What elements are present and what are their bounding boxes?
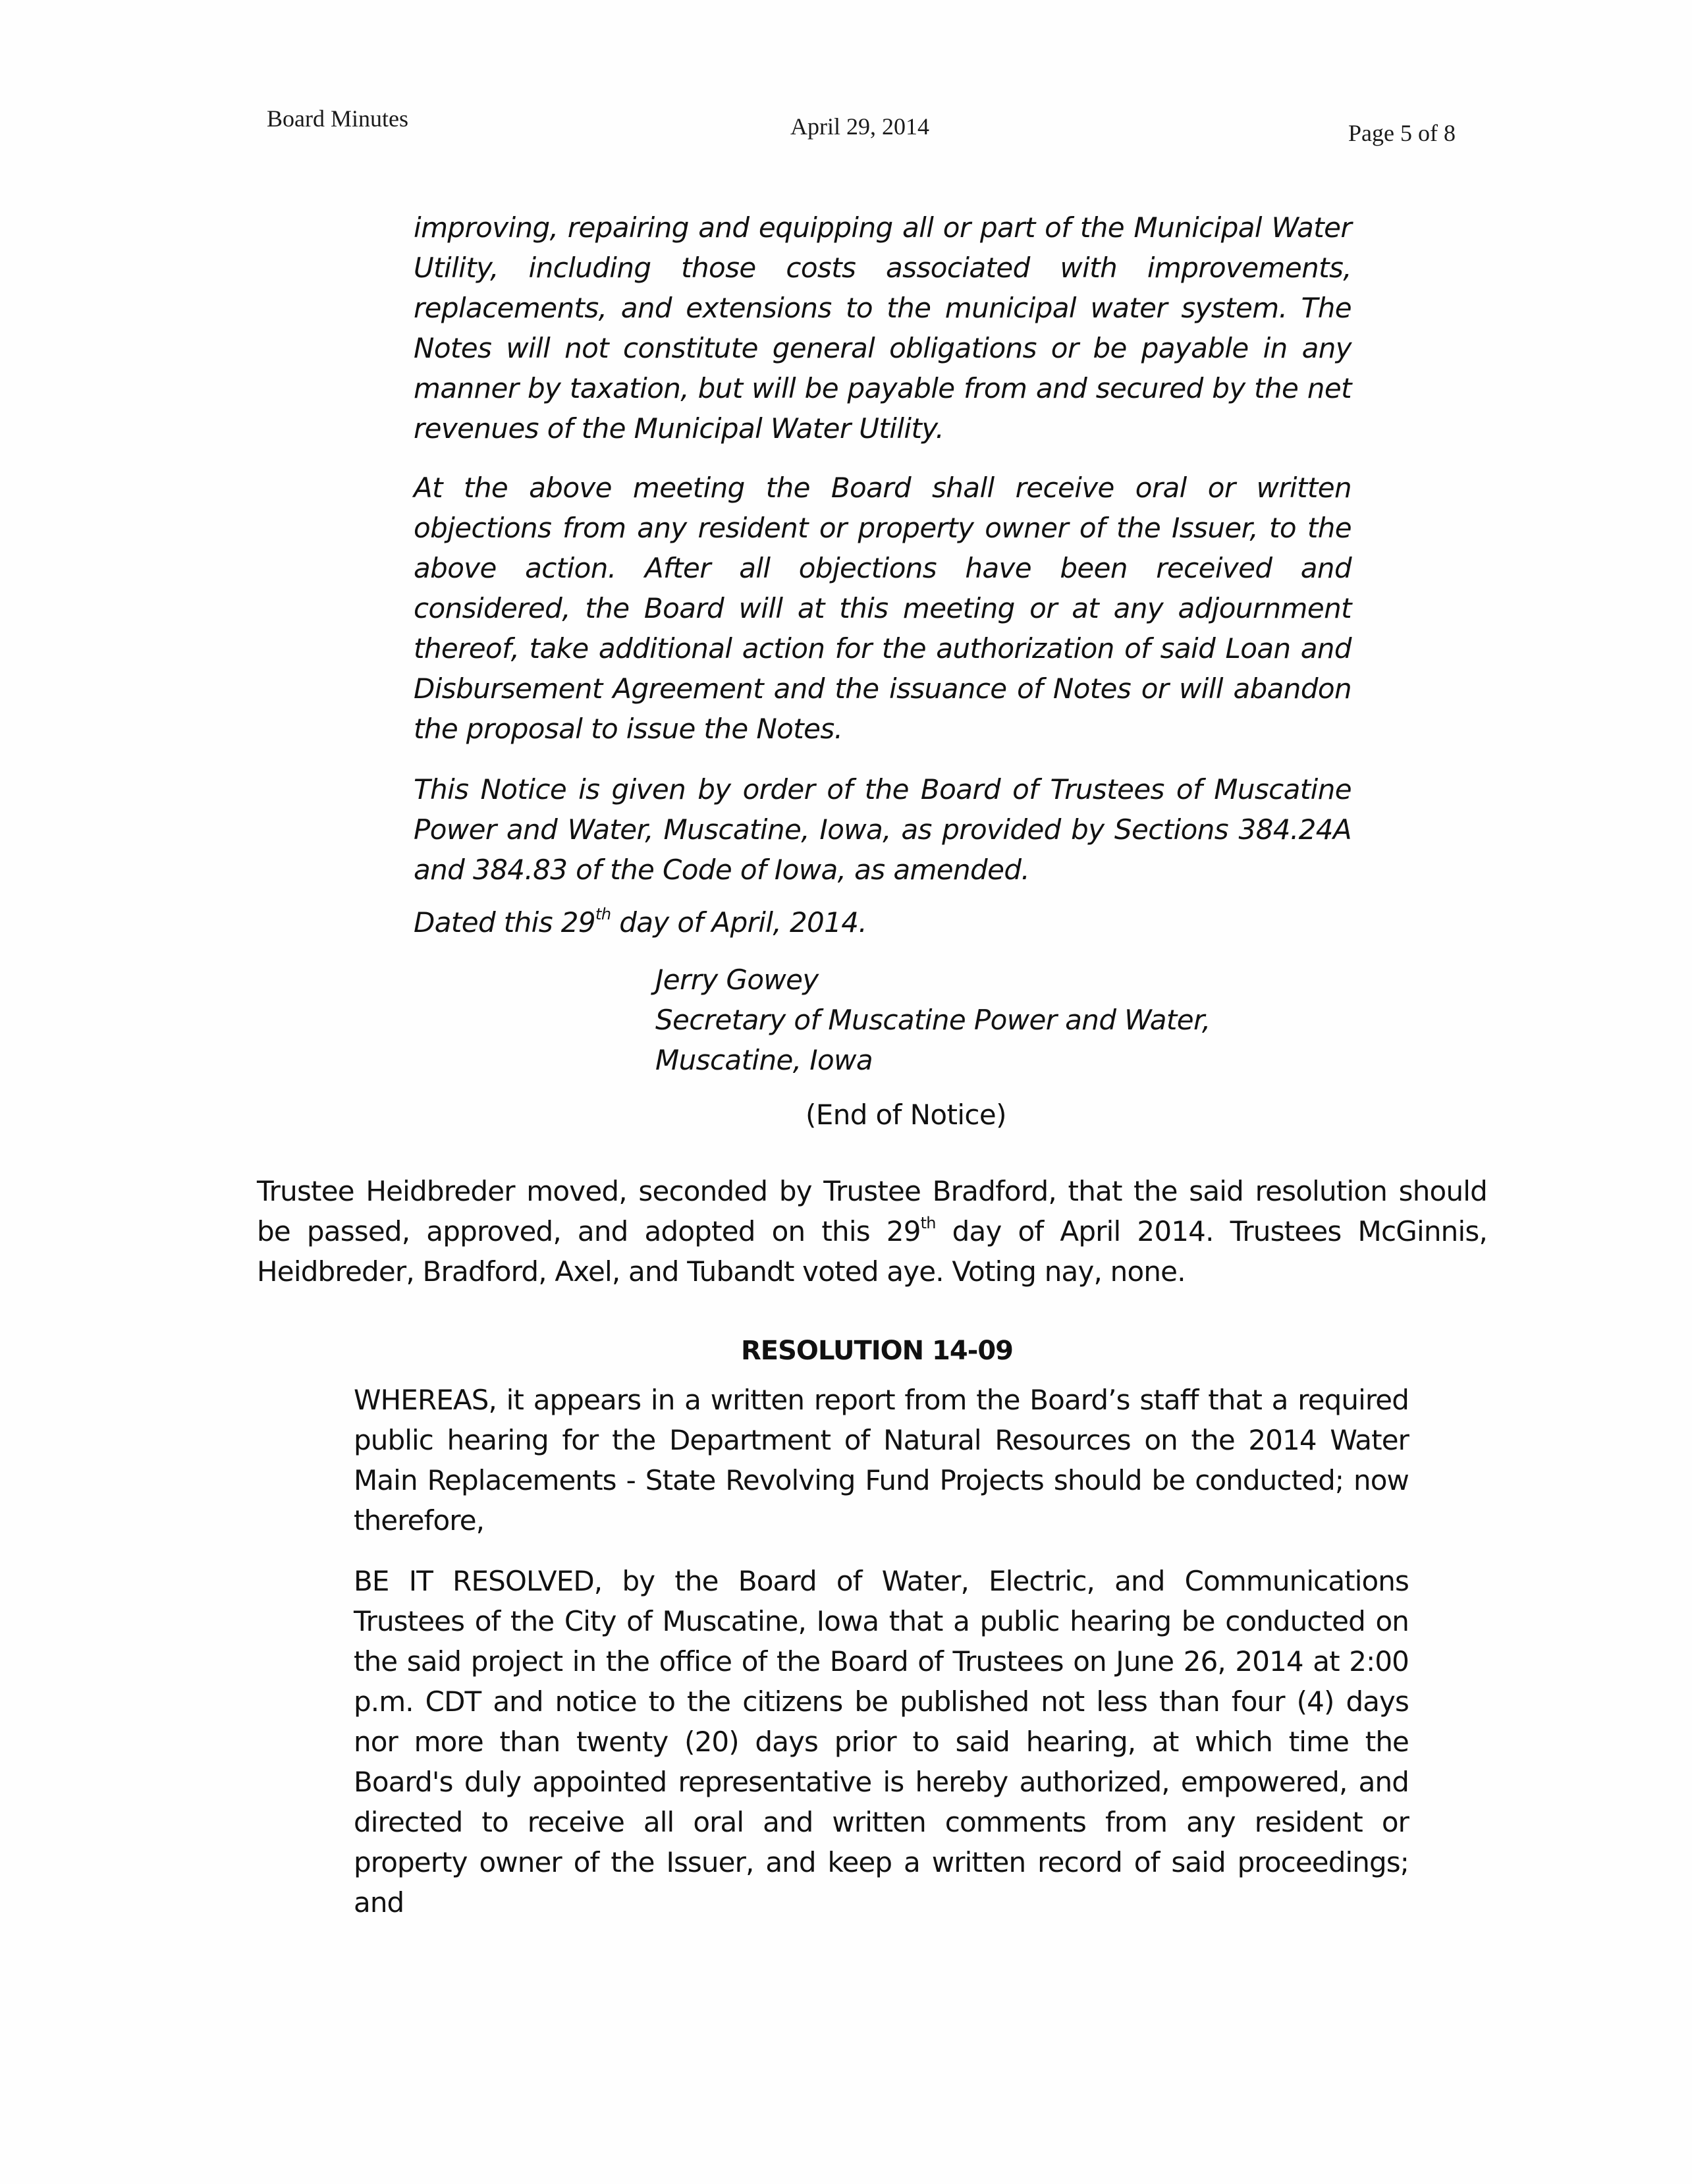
ordinal-suffix: th xyxy=(920,1214,936,1232)
signatory-name: Jerry Gowey xyxy=(655,964,819,996)
notice-dated-line xyxy=(414,902,1351,942)
header-page-number: Page 5 of 8 xyxy=(1348,120,1456,146)
notice-paragraph-objections xyxy=(414,468,1351,749)
resolution-whereas-paragraph: WHEREAS, it appears in a written report from the Board’s staff that a required public hearing for the Department of Natural Resources on the 2014 Water Main Replacements - State Revolving Fund Projects should be conducted; now therefore, xyxy=(354,1384,1409,1537)
resolution-resolved-paragraph: BE IT RESOLVED, by the Board of Water, Electric, and Communications Trustees of the City of Muscatine, Iowa that a public hearing be conducted on the said project in the office of the Board of Trustees on June 26, 2014 at 2:00 p.m. CDT and notice to the citizens be published not less than four (4) days nor more than twenty (20) days prior to said hearing, at which time the Board's duly appointed representative is hereby authorized, empowered, and directed to receive all oral and written comments from any resident or property owner of the Issuer, and keep a written record of said proceedings; and xyxy=(354,1565,1409,1919)
header-meeting-date: April 29, 2014 xyxy=(790,113,929,140)
notice-text: improving, repairing and equipping all or part of the Municipal Water Utility, including those costs associated with improvements, replacements, and extensions to the municipal water system. The Notes will not constitute general obligations or be payable in any manner by taxation, but will be payable from and secured by the net revenues of the Municipal Water Utility. xyxy=(414,211,1351,445)
header-document-title: Board Minutes xyxy=(267,105,408,132)
resolution-heading: RESOLUTION 14-09 xyxy=(741,1336,1013,1366)
signatory-title: Secretary of Muscatine Power and Water, xyxy=(655,1004,1211,1036)
ordinal-suffix: th xyxy=(595,905,611,923)
signature-block xyxy=(655,960,1211,1080)
end-of-notice-label: (End of Notice) xyxy=(805,1099,1006,1131)
notice-text: At the above meeting the Board shall receive oral or written objections from any resident or property owner of the Issuer, to the above action. After all objections have been received and considered, the Board will at this meeting or at any adjournment thereof, take additional action for the authorization of said Loan and Disbursement Agreement and the issuance of Notes or will abandon the proposal to issue the Notes. xyxy=(414,472,1351,745)
motion-text-part-2: day of April 2014. Trustees McGinnis, Heidbreder, Bradford, Axel, and Tubandt voted aye. Voting nay, none. xyxy=(257,1215,1487,1288)
dated-rest: day of April, 2014. xyxy=(611,906,867,939)
dated-prefix: Dated this 29 xyxy=(414,906,596,939)
signatory-location: Muscatine, Iowa xyxy=(655,1044,873,1076)
motion-paragraph xyxy=(257,1171,1487,1292)
notice-paragraph-authority xyxy=(414,769,1351,890)
notice-text: This Notice is given by order of the Board of Trustees of Muscatine Power and Water, Muscatine, Iowa, as provided by Sections 384.24A and 384.83 of the Code of Iowa, as amended. xyxy=(414,773,1351,886)
notice-paragraph-purpose xyxy=(414,207,1351,449)
motion-text-part-1: Trustee Heidbreder moved, seconded by Trustee Bradford, that the said resolution should be passed, approved, and adopted on this 29 xyxy=(257,1175,1487,1247)
